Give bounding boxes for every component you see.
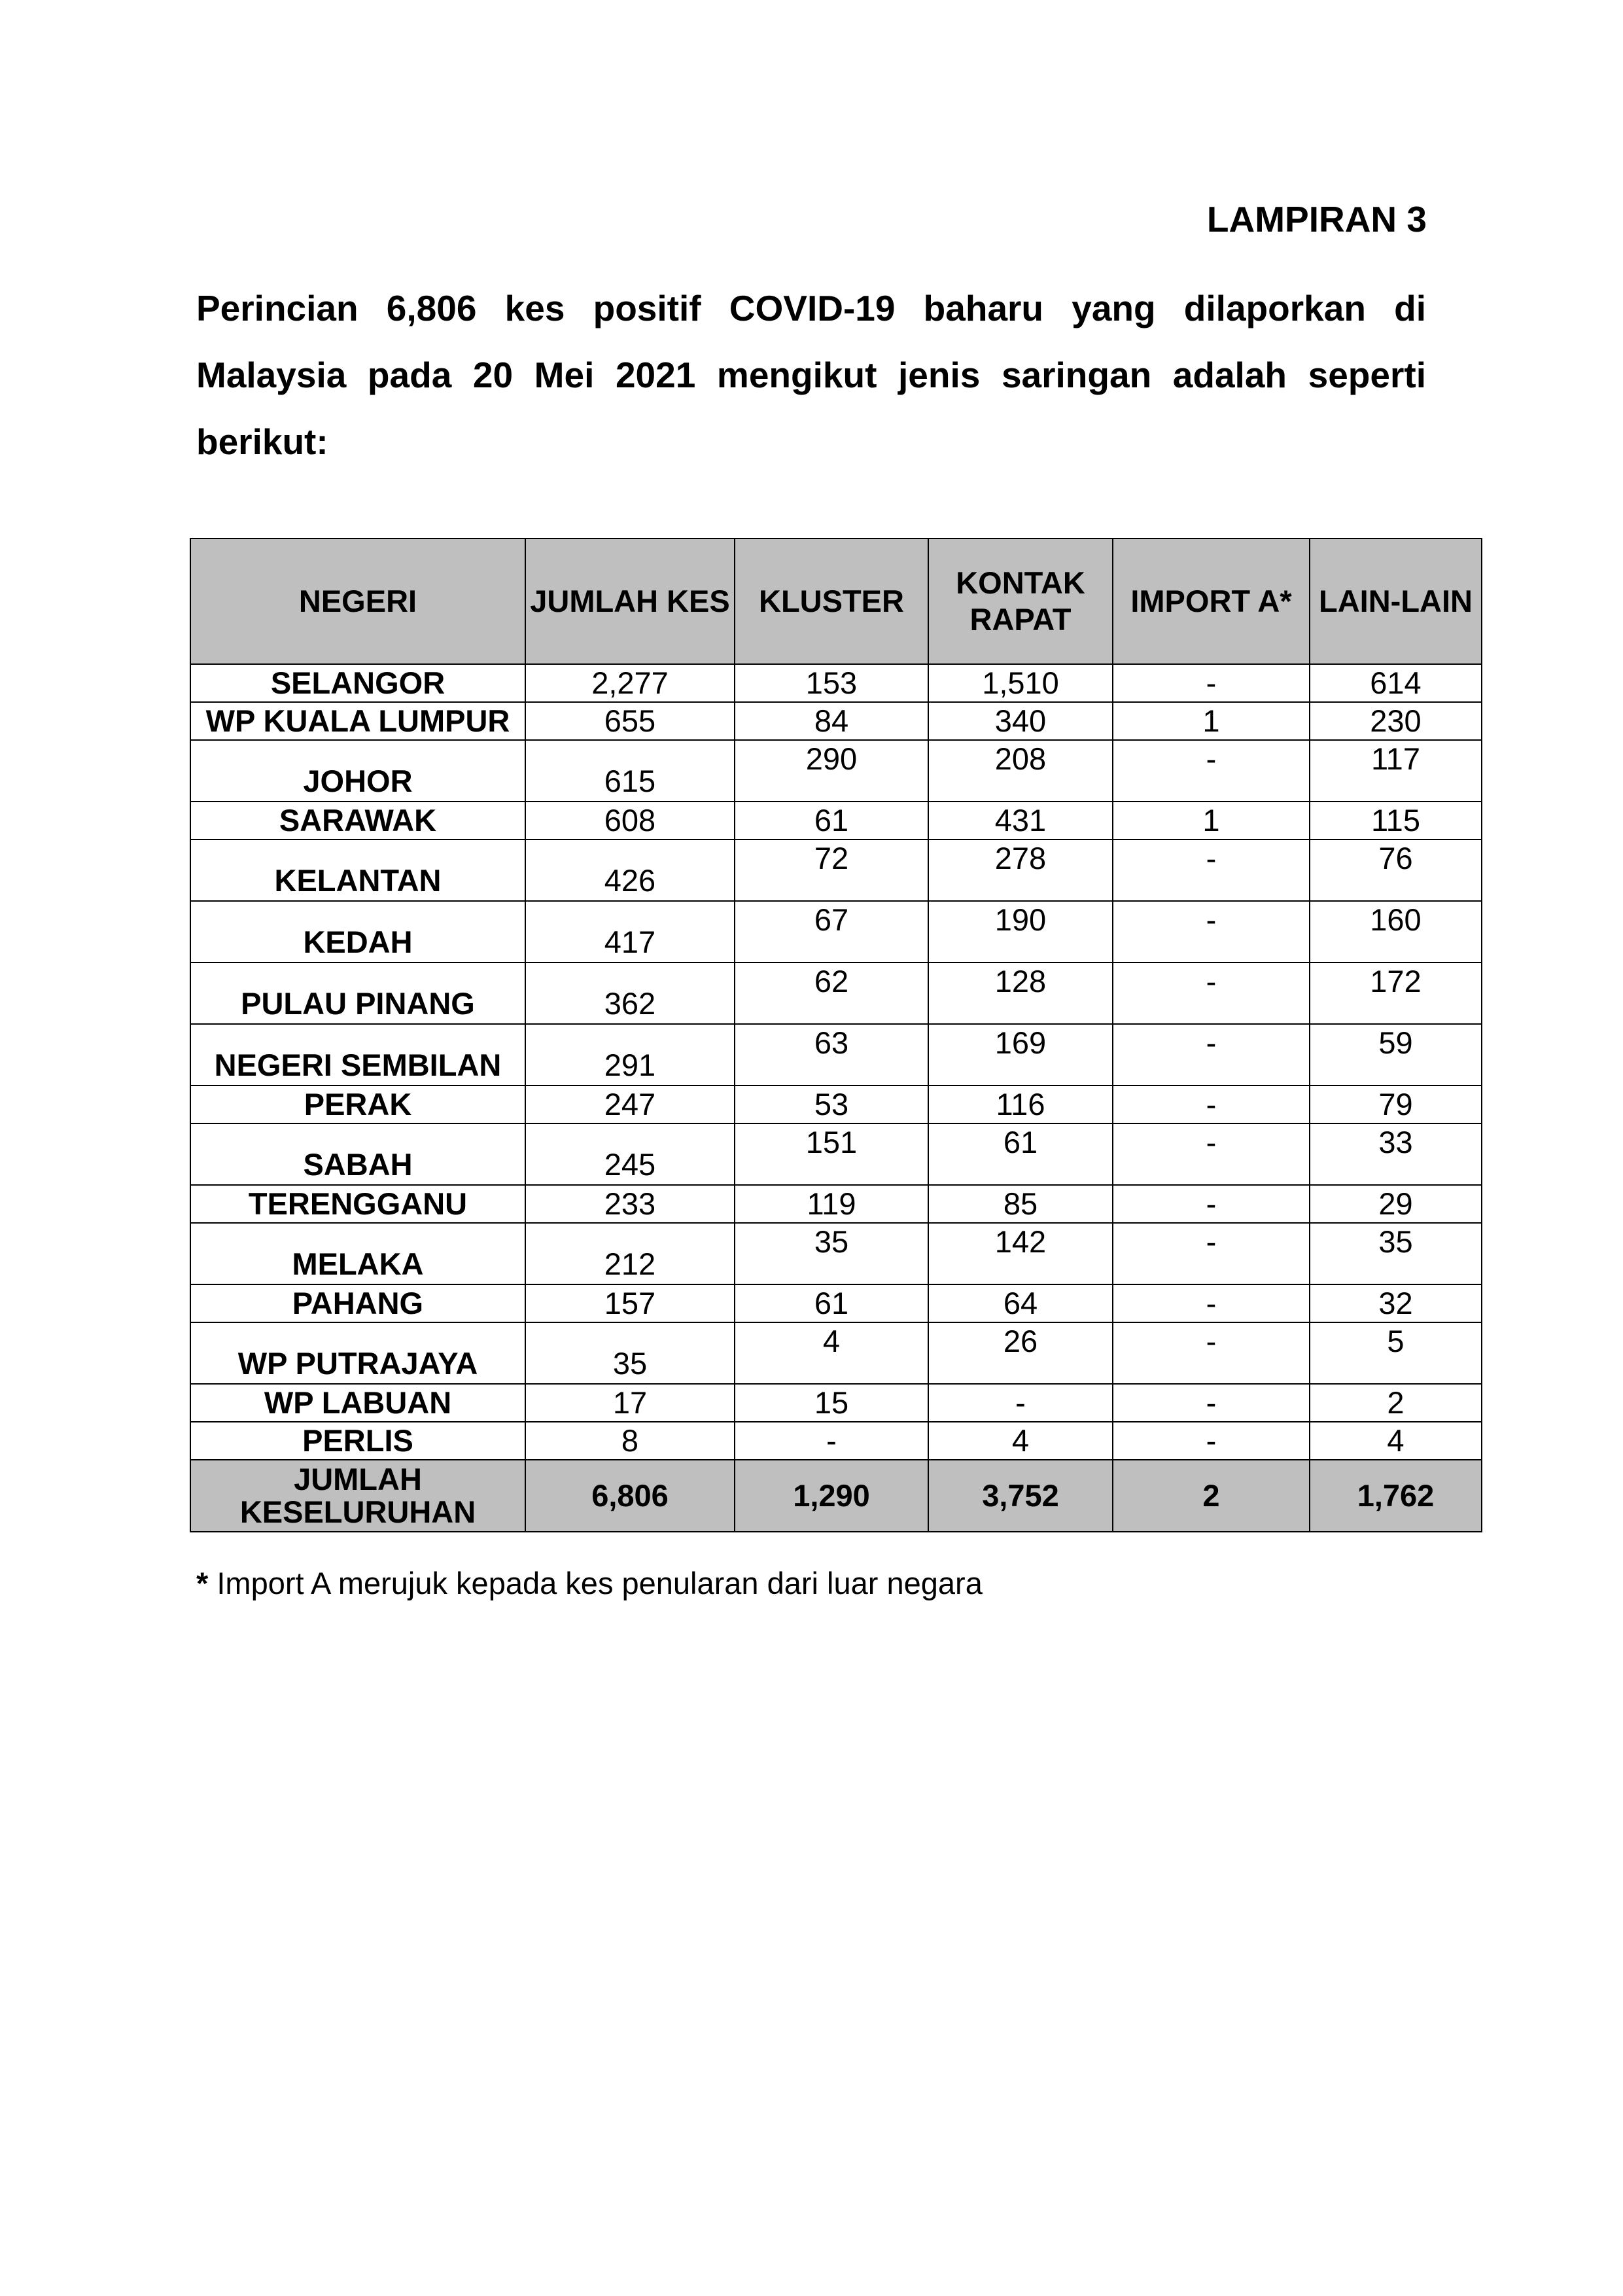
cell-lain-lain: 160 [1310, 901, 1482, 963]
cell-lain-lain: 172 [1310, 963, 1482, 1024]
cell-kluster: 153 [735, 664, 928, 702]
table-row [190, 1086, 1482, 1123]
cell-kontak-rapat: 4 [928, 1422, 1113, 1460]
cell-jumlah-kes: 247 [525, 1086, 735, 1123]
table-row [190, 1322, 1482, 1384]
cell-lain-lain: 33 [1310, 1123, 1482, 1185]
cell-kluster: 4 [735, 1322, 928, 1384]
cell-negeri: MELAKA [190, 1223, 525, 1284]
header-lain-lain: LAIN-LAIN [1310, 539, 1482, 664]
cell-jumlah-kes: 615 [525, 740, 735, 802]
total-kluster: 1,290 [735, 1460, 928, 1532]
total-label: JUMLAH KESELURUHAN [190, 1460, 525, 1532]
cell-jumlah-kes: 417 [525, 901, 735, 963]
total-lain-lain: 1,762 [1310, 1460, 1482, 1532]
cell-negeri: SARAWAK [190, 802, 525, 839]
total-jumlah-kes: 6,806 [525, 1460, 735, 1532]
cell-negeri: TERENGGANU [190, 1185, 525, 1223]
footnote-asterisk: * [196, 1566, 209, 1600]
cell-kontak-rapat: 1,510 [928, 664, 1113, 702]
footnote-text: Import A merujuk kepada kes penularan dari luar negara [208, 1566, 983, 1600]
cases-table [190, 538, 1482, 1532]
cell-lain-lain: 117 [1310, 740, 1482, 802]
cell-kontak-rapat: 431 [928, 802, 1113, 839]
cell-kontak-rapat: 169 [928, 1024, 1113, 1086]
cell-kluster: 61 [735, 1284, 928, 1322]
table-row [190, 839, 1482, 901]
cell-lain-lain: 35 [1310, 1223, 1482, 1284]
cell-lain-lain: 115 [1310, 802, 1482, 839]
cell-kontak-rapat: 85 [928, 1185, 1113, 1223]
cell-kluster: 84 [735, 702, 928, 740]
header-jumlah-kes: JUMLAH KES [525, 539, 735, 664]
cell-negeri: JOHOR [190, 740, 525, 802]
table-row [190, 1384, 1482, 1422]
cell-negeri: PERAK [190, 1086, 525, 1123]
cell-negeri: PAHANG [190, 1284, 525, 1322]
table-row [190, 963, 1482, 1024]
cell-kluster: 67 [735, 901, 928, 963]
cell-lain-lain: 32 [1310, 1284, 1482, 1322]
intro-paragraph: Perincian 6,806 kes positif COVID-19 baharu yang dilaporkan di Malaysia pada 20 Mei 2021 mengikut jenis saringan adalah seperti berikut: [196, 288, 1426, 462]
cell-negeri: KELANTAN [190, 839, 525, 901]
cell-kontak-rapat: 61 [928, 1123, 1113, 1185]
table-row [190, 1185, 1482, 1223]
cell-negeri: WP KUALA LUMPUR [190, 702, 525, 740]
table-total-row [190, 1460, 1482, 1532]
cell-kontak-rapat: - [928, 1384, 1113, 1422]
cell-kluster: 61 [735, 802, 928, 839]
cell-import-a: 1 [1113, 802, 1310, 839]
cell-lain-lain: 59 [1310, 1024, 1482, 1086]
cell-kontak-rapat: 190 [928, 901, 1113, 963]
cell-jumlah-kes: 291 [525, 1024, 735, 1086]
cell-jumlah-kes: 245 [525, 1123, 735, 1185]
cell-jumlah-kes: 17 [525, 1384, 735, 1422]
table-row [190, 664, 1482, 702]
cell-jumlah-kes: 35 [525, 1322, 735, 1384]
cell-negeri: NEGERI SEMBILAN [190, 1024, 525, 1086]
cell-import-a: - [1113, 901, 1310, 963]
cell-negeri: SABAH [190, 1123, 525, 1185]
cell-import-a: - [1113, 963, 1310, 1024]
cell-import-a: - [1113, 1024, 1310, 1086]
table-header-row [190, 539, 1482, 664]
cell-lain-lain: 230 [1310, 702, 1482, 740]
table-row [190, 1422, 1482, 1460]
cell-kluster: 290 [735, 740, 928, 802]
cell-kluster: 53 [735, 1086, 928, 1123]
cell-kluster: - [735, 1422, 928, 1460]
cell-kluster: 35 [735, 1223, 928, 1284]
table-row [190, 802, 1482, 839]
cell-lain-lain: 76 [1310, 839, 1482, 901]
header-kluster: KLUSTER [735, 539, 928, 664]
cell-kluster: 151 [735, 1123, 928, 1185]
table-row [190, 1223, 1482, 1284]
cell-kontak-rapat: 116 [928, 1086, 1113, 1123]
cell-import-a: - [1113, 664, 1310, 702]
header-negeri: NEGERI [190, 539, 525, 664]
cell-kontak-rapat: 64 [928, 1284, 1113, 1322]
cell-import-a: - [1113, 1223, 1310, 1284]
header-kontak-rapat: KONTAK RAPAT [928, 539, 1113, 664]
cell-import-a: - [1113, 740, 1310, 802]
cell-lain-lain: 29 [1310, 1185, 1482, 1223]
cell-kontak-rapat: 142 [928, 1223, 1113, 1284]
cell-lain-lain: 2 [1310, 1384, 1482, 1422]
cell-kontak-rapat: 128 [928, 963, 1113, 1024]
table-row [190, 1024, 1482, 1086]
cell-import-a: - [1113, 1284, 1310, 1322]
cell-lain-lain: 614 [1310, 664, 1482, 702]
cell-negeri: KEDAH [190, 901, 525, 963]
footnote [196, 1564, 983, 1603]
cell-kluster: 63 [735, 1024, 928, 1086]
cell-import-a: - [1113, 839, 1310, 901]
cell-jumlah-kes: 157 [525, 1284, 735, 1322]
table-row [190, 1123, 1482, 1185]
cell-jumlah-kes: 608 [525, 802, 735, 839]
cell-kontak-rapat: 340 [928, 702, 1113, 740]
cell-jumlah-kes: 426 [525, 839, 735, 901]
cell-negeri: PERLIS [190, 1422, 525, 1460]
cell-import-a: - [1113, 1123, 1310, 1185]
table-row [190, 1284, 1482, 1322]
appendix-label: LAMPIRAN 3 [1206, 199, 1427, 239]
total-kontak-rapat: 3,752 [928, 1460, 1113, 1532]
cell-kluster: 62 [735, 963, 928, 1024]
cell-jumlah-kes: 655 [525, 702, 735, 740]
cell-kontak-rapat: 26 [928, 1322, 1113, 1384]
total-import-a: 2 [1113, 1460, 1310, 1532]
cell-import-a: - [1113, 1422, 1310, 1460]
header-import-a: IMPORT A* [1113, 539, 1310, 664]
cell-kluster: 119 [735, 1185, 928, 1223]
cell-import-a: 1 [1113, 702, 1310, 740]
table-row [190, 901, 1482, 963]
cell-import-a: - [1113, 1384, 1310, 1422]
cell-negeri: SELANGOR [190, 664, 525, 702]
cell-jumlah-kes: 212 [525, 1223, 735, 1284]
cell-kontak-rapat: 208 [928, 740, 1113, 802]
cell-import-a: - [1113, 1086, 1310, 1123]
cell-jumlah-kes: 362 [525, 963, 735, 1024]
cell-jumlah-kes: 233 [525, 1185, 735, 1223]
cell-lain-lain: 5 [1310, 1322, 1482, 1384]
cell-negeri: WP LABUAN [190, 1384, 525, 1422]
cell-lain-lain: 79 [1310, 1086, 1482, 1123]
cell-import-a: - [1113, 1185, 1310, 1223]
cell-jumlah-kes: 2,277 [525, 664, 735, 702]
cell-jumlah-kes: 8 [525, 1422, 735, 1460]
cell-negeri: WP PUTRAJAYA [190, 1322, 525, 1384]
cell-lain-lain: 4 [1310, 1422, 1482, 1460]
table-row [190, 740, 1482, 802]
cell-kluster: 15 [735, 1384, 928, 1422]
cell-kluster: 72 [735, 839, 928, 901]
cell-import-a: - [1113, 1322, 1310, 1384]
table-row [190, 702, 1482, 740]
cell-negeri: PULAU PINANG [190, 963, 525, 1024]
cell-kontak-rapat: 278 [928, 839, 1113, 901]
